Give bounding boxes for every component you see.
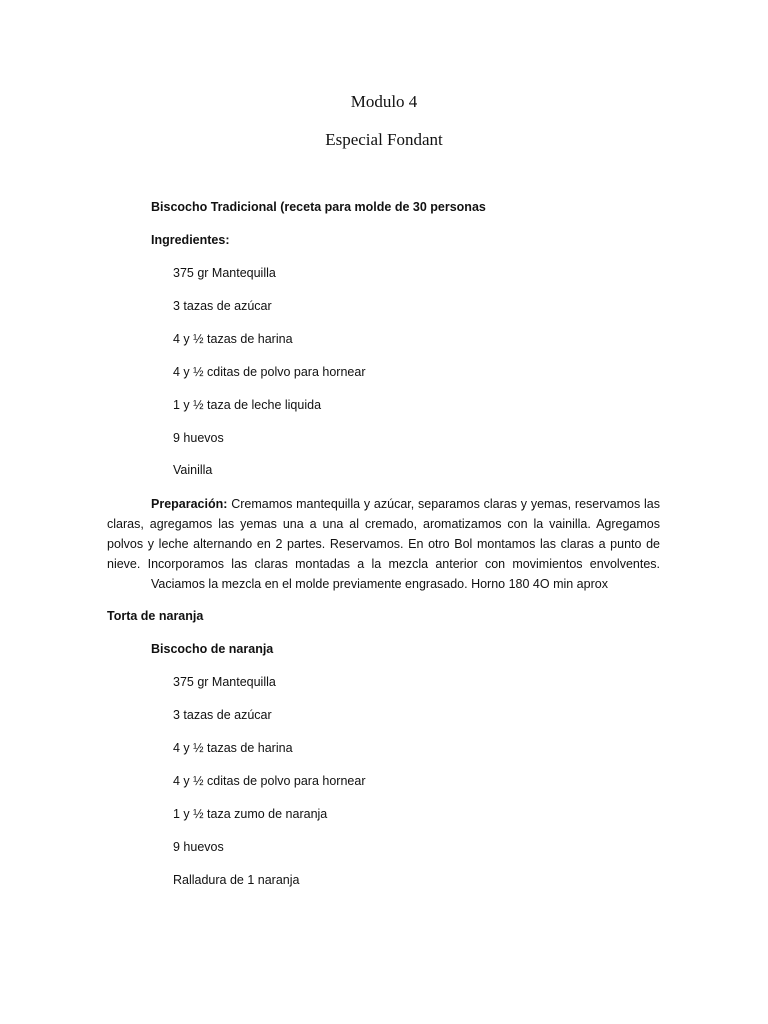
ingredient-item: 4 y ½ tazas de harina [173, 741, 293, 755]
ingredient-item: 1 y ½ taza de leche liquida [173, 398, 322, 412]
ingredient-item: 4 y ½ cditas de polvo para hornear [173, 365, 366, 379]
ingredient-item: 3 tazas de azúcar [173, 708, 272, 722]
ingredient-item: 1 y ½ taza zumo de naranja [173, 807, 328, 821]
preparation-text: Cremamos mantequilla y azúcar, separamos claras y yemas, reservamos las claras, agregamos las yemas una a una al cremado, aromatizamos con la vainilla. Agregamos polvos y leche alternando en 2 partes. Reservamos. En otro Bol montamos las claras a punto de nieve. Incorporamos las claras montadas a la mezcla anterior con movimientos envolventes. [107, 497, 660, 571]
ingredient-item: 375 gr Mantequilla [173, 675, 276, 689]
preparation-text-2: Vaciamos la mezcla en el molde previamente engrasado. Horno 180 4O min aprox [151, 577, 608, 591]
recipe1-heading: Biscocho Tradicional (receta para molde de 30 personas [151, 200, 486, 214]
document-title: Modulo 4 [350, 92, 418, 111]
ingredient-item: 4 y ½ cditas de polvo para hornear [173, 774, 366, 788]
ingredient-item: 4 y ½ tazas de harina [173, 332, 293, 346]
ingredients-label: Ingredientes: [151, 233, 230, 247]
preparation-paragraph [107, 494, 660, 594]
ingredient-item: Ralladura de 1 naranja [173, 873, 300, 887]
recipe2-subheading: Biscocho de naranja [151, 642, 274, 656]
ingredient-item: 3 tazas de azúcar [173, 299, 272, 313]
ingredient-item: Vainilla [173, 463, 213, 477]
ingredient-item: 9 huevos [173, 840, 224, 854]
document-subtitle: Especial Fondant [325, 130, 443, 149]
recipe2-heading: Torta de naranja [107, 609, 204, 623]
ingredient-item: 375 gr Mantequilla [173, 266, 276, 280]
preparation-label: Preparación: [151, 497, 228, 511]
ingredient-item: 9 huevos [173, 431, 224, 445]
